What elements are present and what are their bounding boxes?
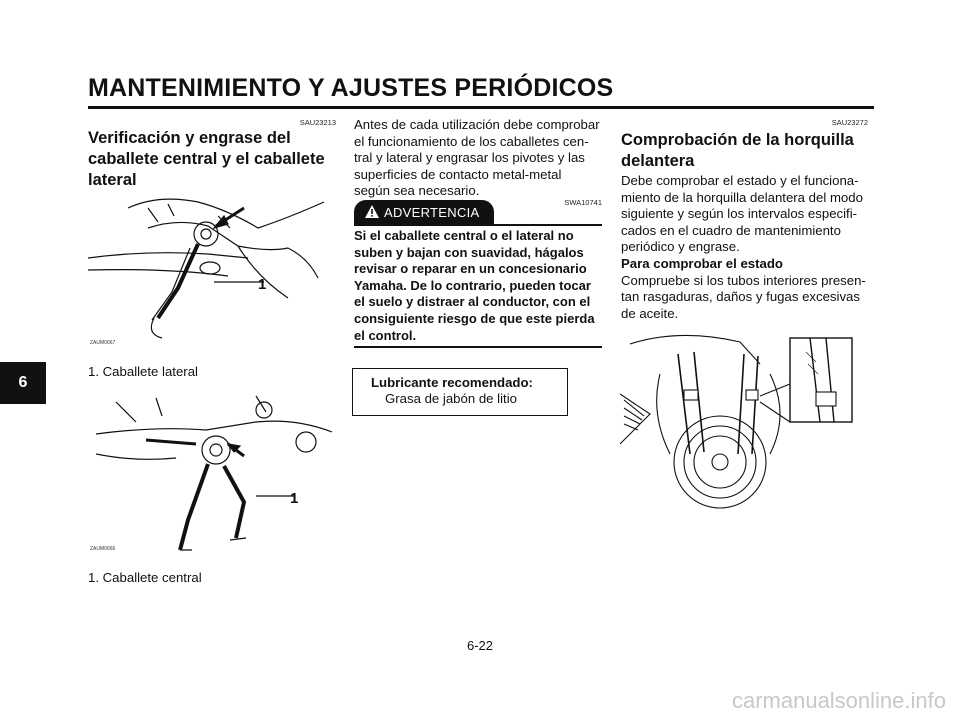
figure2-callout: 1 xyxy=(290,490,299,507)
stand-intro-text xyxy=(354,117,602,200)
text-line: Debe comprobar el estado y el funciona- xyxy=(621,173,859,188)
figure1-caption: 1. Caballete lateral xyxy=(88,364,198,379)
title-line: delantera xyxy=(621,152,695,170)
section-code-left: SAU23213 xyxy=(299,118,336,127)
text-line: Compruebe si los tubos interiores presen- xyxy=(621,272,866,288)
text-line: periódico y engrase. xyxy=(621,239,740,255)
figure2-caption: 1. Caballete central xyxy=(88,570,202,585)
warning-bottom-rule xyxy=(354,346,602,348)
text-line: suben y bajan con suavidad, hágalos xyxy=(354,244,584,260)
text-line: miento de la horquilla delantera del modo xyxy=(621,189,863,205)
title-line: caballete central y el caballete xyxy=(88,150,325,168)
text-line: el funcionamiento de los caballetes cen- xyxy=(354,133,589,149)
warning-badge-label: ADVERTENCIA xyxy=(384,205,480,220)
warning-code: SWA10741 xyxy=(564,198,602,207)
lubricant-value: Grasa de jabón de litio xyxy=(385,391,517,406)
center-stand-figure xyxy=(96,392,336,552)
header-rule xyxy=(88,106,874,109)
text-line: según sea necesario. xyxy=(354,183,480,199)
chapter-tab: 6 xyxy=(0,362,46,404)
title-line: Comprobación de la horquilla xyxy=(621,131,854,149)
text-line: revisar o reparar en un concesionario xyxy=(354,261,587,277)
front-fork-figure xyxy=(620,334,860,510)
warning-badge xyxy=(354,200,494,224)
text-line: de aceite. xyxy=(621,305,679,321)
page-number: 6-22 xyxy=(466,638,494,653)
watermark: carmanualsonline.info xyxy=(731,688,946,713)
fork-intro-text xyxy=(621,173,869,322)
figure1-callout: 1 xyxy=(258,276,267,293)
page-title: MANTENIMIENTO Y AJUSTES PERIÓDICOS xyxy=(88,74,614,102)
subheading: Para comprobar el estado xyxy=(621,255,783,271)
text-line: el suelo y distraer al conductor, con el xyxy=(354,294,591,310)
title-line: Verificación y engrase del xyxy=(88,129,291,147)
lubricant-label: Lubricante recomendado: xyxy=(371,375,533,390)
figure2-id: ZAUM0666 xyxy=(90,546,116,552)
warning-top-rule xyxy=(354,224,602,226)
text-line: cados en el cuadro de mantenimiento xyxy=(621,222,841,238)
text-line: consiguiente riesgo de que este pierda xyxy=(354,310,595,326)
warning-text xyxy=(354,228,602,344)
text-line: Yamaha. De lo contrario, pueden tocar xyxy=(354,277,591,293)
side-stand-figure xyxy=(88,188,338,348)
text-line: Si el caballete central o el lateral no xyxy=(354,228,574,243)
section-title-right xyxy=(621,130,871,172)
text-line: superficies de contacto metal-metal xyxy=(354,166,562,182)
figure1-id: ZAUM0667 xyxy=(90,340,116,346)
section-title-left xyxy=(88,128,348,191)
section-code-right: SAU23272 xyxy=(831,118,868,127)
text-line: tan rasgaduras, daños y fugas excesivas xyxy=(621,289,860,305)
text-line: tral y lateral y engrasar los pivotes y las xyxy=(354,150,585,166)
text-line: Antes de cada utilización debe comprobar xyxy=(354,117,600,132)
warning-triangle-icon xyxy=(364,204,380,219)
title-line: lateral xyxy=(88,171,137,189)
lubricant-box xyxy=(352,368,568,416)
text-line: el control. xyxy=(354,327,417,343)
text-line: siguiente y según los intervalos especifi- xyxy=(621,206,858,222)
